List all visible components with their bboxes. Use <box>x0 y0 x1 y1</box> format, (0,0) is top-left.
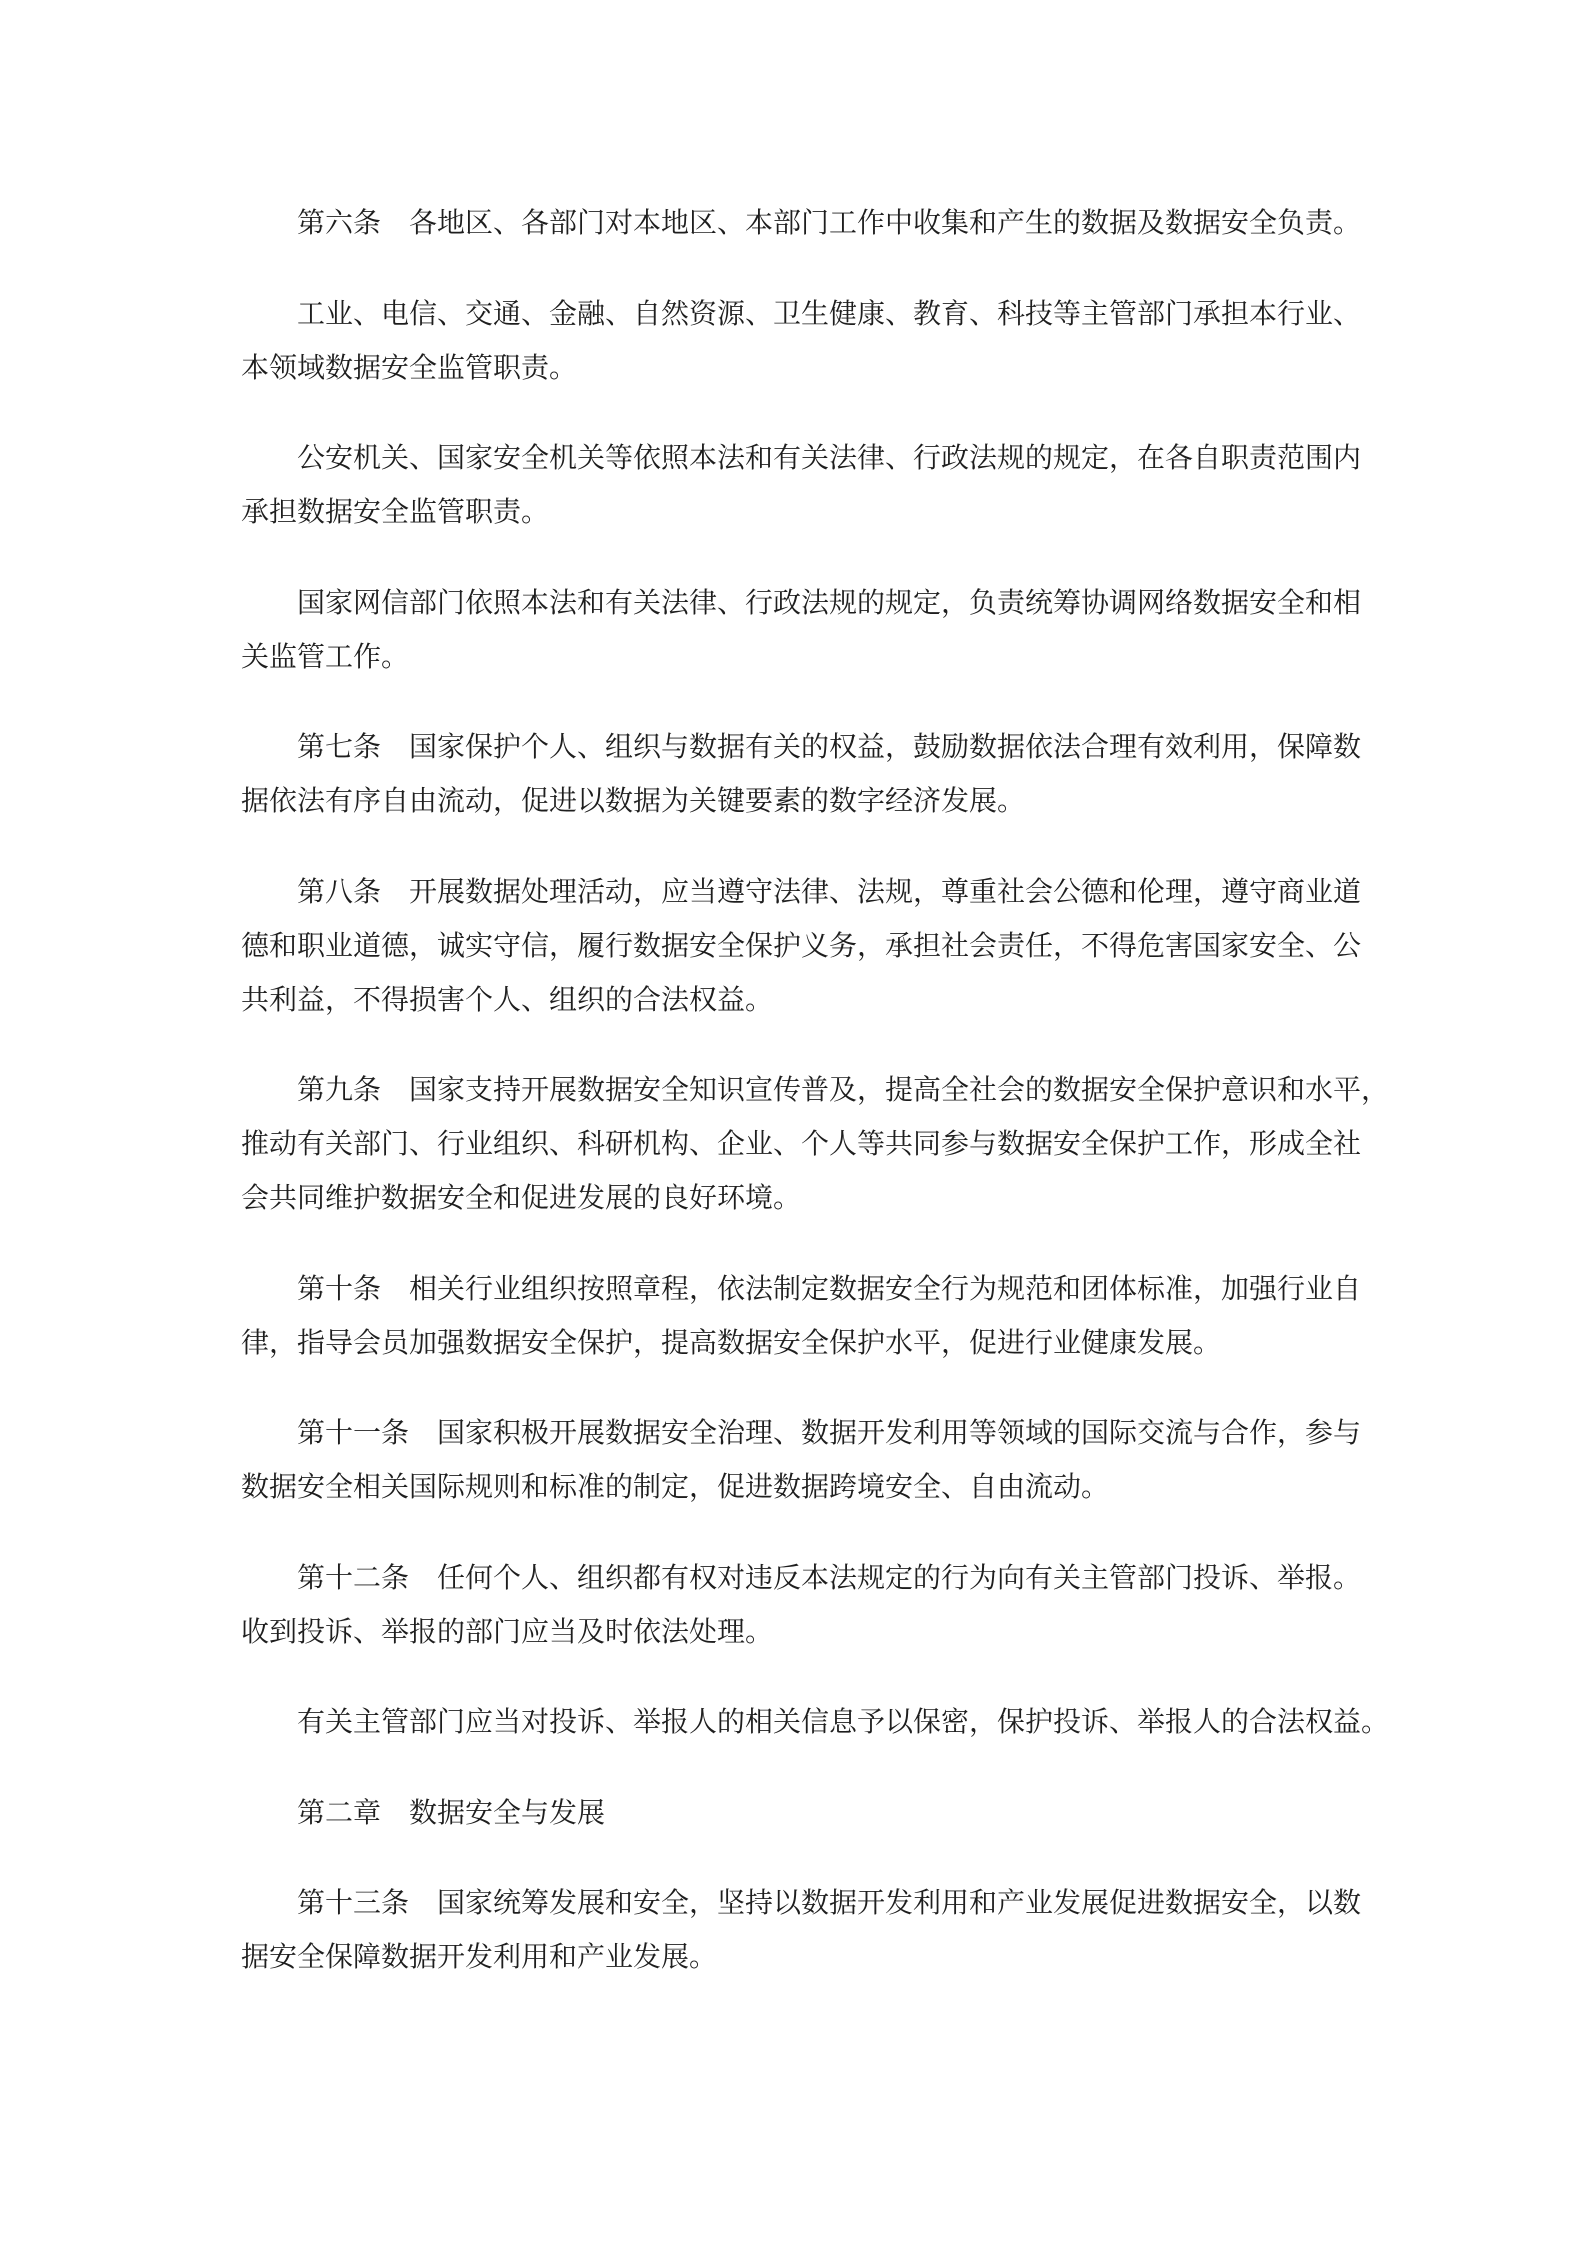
chapter-title: 第二章 数据安全与发展 <box>297 1795 606 1829</box>
text-line: 公安机关、国家安全机关等依照本法和有关法律、行政法规的规定，在各自职责范围内 <box>297 441 1362 474</box>
article-13 <box>241 1876 1362 1984</box>
text-line: 第六条 各地区、各部门对本地区、本部门工作中收集和产生的数据及数据安全负责。 <box>297 206 1362 239</box>
article-6 <box>241 196 1362 250</box>
text-line: 收到投诉、举报的部门应当及时依法处理。 <box>241 1614 774 1648</box>
text-line: 本领域数据安全监管职责。 <box>241 350 578 384</box>
text-line: 会共同维护数据安全和促进发展的良好环境。 <box>241 1181 802 1214</box>
text-line: 承担数据安全监管职责。 <box>241 495 550 528</box>
article-8 <box>241 865 1362 1027</box>
article-12 <box>241 1551 1362 1659</box>
text-line: 第十三条 国家统筹发展和安全，坚持以数据开发利用和产业发展促进数据安全，以数 <box>297 1886 1362 1919</box>
article-9 <box>241 1063 1390 1225</box>
text-line: 国家网信部门依照本法和有关法律、行政法规的规定，负责统筹协调网络数据安全和相 <box>297 585 1362 619</box>
text-line: 工业、电信、交通、金融、自然资源、卫生健康、教育、科技等主管部门承担本行业、 <box>297 296 1362 330</box>
text-line: 第十一条 国家积极开展数据安全治理、数据开发利用等领域的国际交流与合作，参与 <box>297 1416 1362 1449</box>
text-line: 律，指导会员加强数据安全保护，提高数据安全保护水平，促进行业健康发展。 <box>241 1325 1222 1359</box>
text-line: 德和职业道德，诚实守信，履行数据安全保护义务，承担社会责任，不得危害国家安全、公 <box>241 928 1362 962</box>
article-11 <box>241 1406 1362 1514</box>
article-6-paragraph-2 <box>241 287 1362 395</box>
text-line: 推动有关部门、行业组织、科研机构、企业、个人等共同参与数据安全保护工作，形成全社 <box>241 1127 1362 1160</box>
document-body <box>241 196 1390 1984</box>
text-line: 数据安全相关国际规则和标准的制定，促进数据跨境安全、自由流动。 <box>241 1470 1110 1503</box>
chapter-2-heading <box>241 1786 1345 1840</box>
text-line: 第七条 国家保护个人、组织与数据有关的权益，鼓励数据依法合理有效利用，保障数 <box>297 730 1362 763</box>
text-line: 第八条 开展数据处理活动，应当遵守法律、法规，尊重社会公德和伦理，遵守商业道 <box>297 874 1362 908</box>
text-line: 关监管工作。 <box>241 639 410 673</box>
text-line: 第十条 相关行业组织按照章程，依法制定数据安全行为规范和团体标准，加强行业自 <box>297 1271 1362 1305</box>
article-12-paragraph-2 <box>241 1695 1390 1749</box>
text-line: 据安全保障数据开发利用和产业发展。 <box>241 1940 718 1973</box>
text-line: 第九条 国家支持开展数据安全知识宣传普及，提高全社会的数据安全保护意识和水平， <box>297 1073 1390 1106</box>
article-6-paragraph-3 <box>241 431 1362 539</box>
article-6-paragraph-4 <box>241 576 1362 684</box>
article-10 <box>241 1262 1362 1370</box>
text-line: 共利益，不得损害个人、组织的合法权益。 <box>241 982 774 1016</box>
text-line: 第十二条 任何个人、组织都有权对违反本法规定的行为向有关主管部门投诉、举报。 <box>297 1560 1362 1594</box>
article-7 <box>241 720 1362 828</box>
text-line: 据依法有序自由流动，促进以数据为关键要素的数字经济发展。 <box>241 784 1026 817</box>
text-line: 有关主管部门应当对投诉、举报人的相关信息予以保密，保护投诉、举报人的合法权益。 <box>297 1705 1390 1738</box>
